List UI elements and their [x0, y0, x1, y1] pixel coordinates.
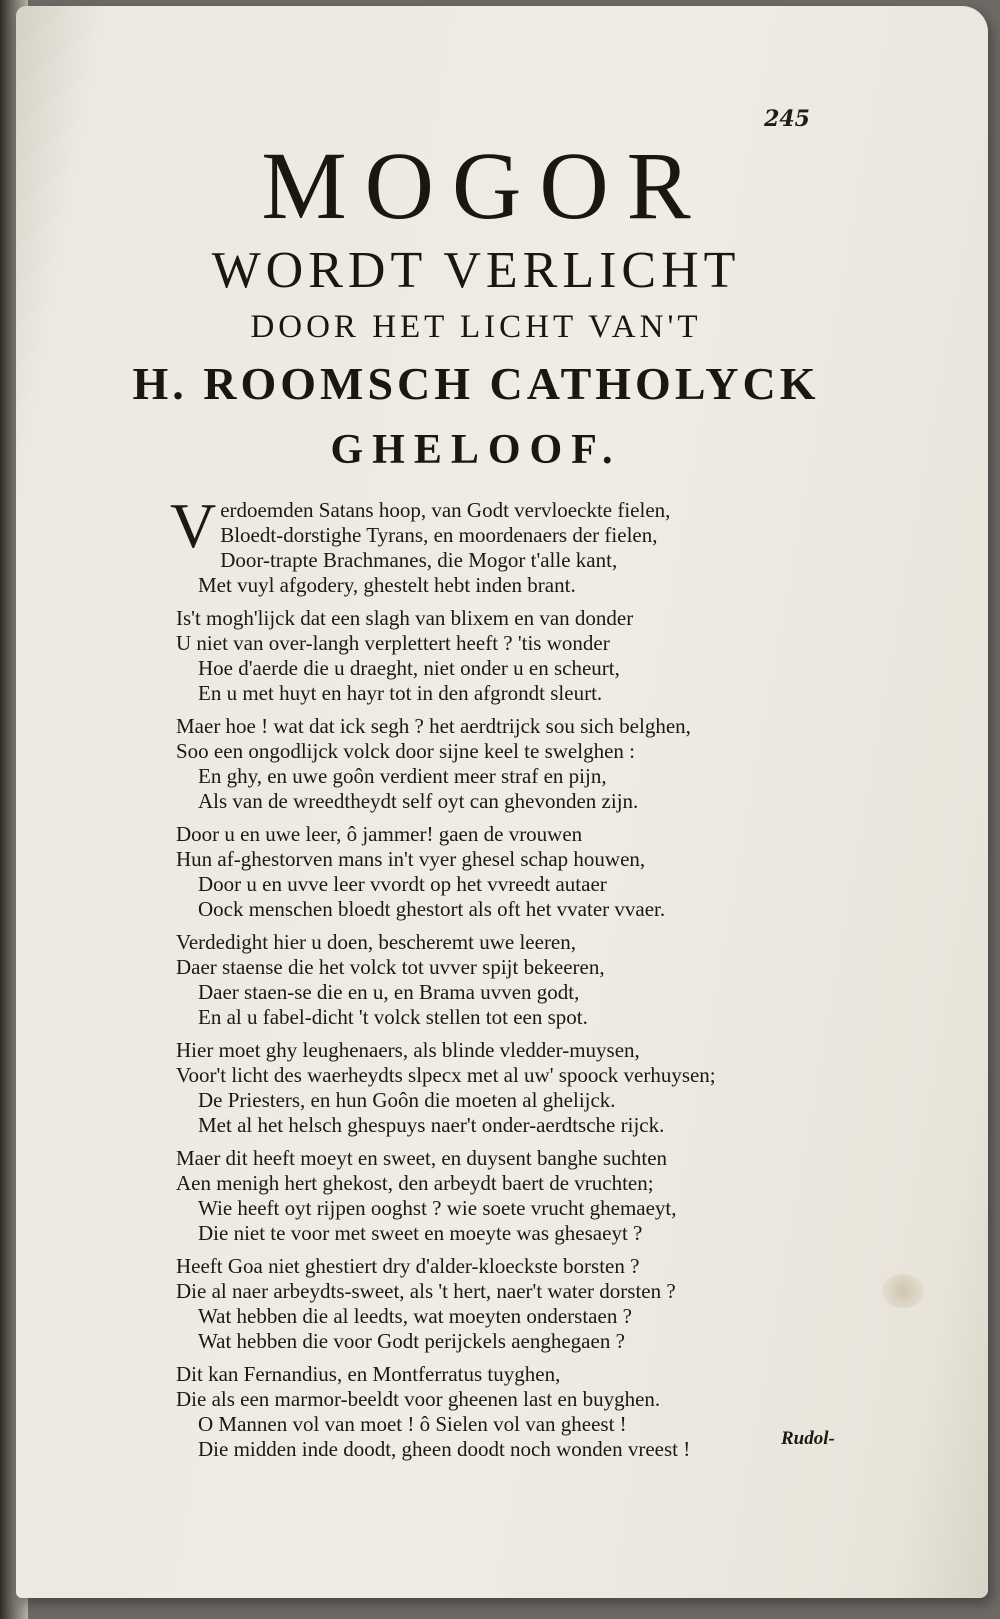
poem-line	[176, 980, 876, 1005]
book-page	[16, 6, 988, 1598]
poem-line-text: En al u fabel-dicht 't volck stellen tot een spot.	[198, 1005, 588, 1029]
drop-cap: V	[170, 490, 217, 561]
poem-line	[176, 631, 876, 656]
poem-line-text: Wat hebben die al leedts, wat moeyten onderstaen ?	[198, 1304, 632, 1328]
title-line-4: H. ROOMSCH CATHOLYCK	[132, 358, 820, 409]
title-line-2: WORDT VERLICHT	[211, 242, 741, 299]
poem-line	[176, 548, 876, 573]
poem-line-text: Maer dit heeft moeyt en sweet, en duysent banghe suchten	[176, 1146, 668, 1170]
poem-line-text: Hun af-ghestorven mans in't vyer ghesel schap houwen,	[176, 847, 646, 871]
poem-stanza	[176, 1362, 876, 1462]
poem-line	[176, 1221, 876, 1246]
poem-line	[176, 1113, 876, 1138]
poem-line	[176, 1146, 876, 1171]
poem-line	[176, 1005, 876, 1030]
poem-line-text: En ghy, en uwe goôn verdient meer straf en pijn,	[198, 764, 607, 788]
poem-line	[176, 739, 876, 764]
poem-line	[176, 1362, 876, 1387]
poem-line	[176, 1304, 876, 1329]
poem	[170, 490, 876, 1470]
poem-line	[176, 573, 876, 598]
poem-line-text: Als van de wreedtheydt self oyt can ghevonden zijn.	[198, 789, 639, 813]
catchword: Rudol-	[781, 1428, 835, 1449]
poem-line-text: Door u en uvve leer vvordt op het vvreedt autaer	[198, 872, 607, 896]
poem-line	[176, 523, 876, 548]
poem-line-text: Daer staense die het volck tot uvver spijt bekeeren,	[176, 955, 605, 979]
poem-line-text: Met vuyl afgodery, ghestelt hebt inden brant.	[198, 573, 576, 597]
poem-line-text: Soo een ongodlijck volck door sijne keel te swelghen :	[176, 739, 635, 763]
poem-line	[176, 822, 876, 847]
poem-line	[176, 1038, 876, 1063]
poem-stanza	[176, 606, 876, 706]
poem-line-text: Door u en uwe leer, ô jammer! gaen de vrouwen	[176, 822, 583, 846]
poem-line-text: Verdedight hier u doen, bescheremt uwe leeren,	[176, 930, 577, 954]
poem-line-text: U niet van over-langh verplettert heeft ? 'tis wonder	[176, 631, 610, 655]
poem-line-text: Daer staen-se die en u, en Brama uvven godt,	[198, 980, 580, 1004]
page-number: 245	[764, 106, 810, 132]
poem-line	[176, 930, 876, 955]
poem-line-text: Wie heeft oyt rijpen ooghst ? wie soete vrucht ghemaeyt,	[198, 1196, 677, 1220]
poem-stanza	[176, 1254, 876, 1354]
poem-line	[176, 1254, 876, 1279]
poem-line-text: En u met huyt en hayr tot in den afgrondt sleurt.	[198, 681, 603, 705]
poem-line-text: Oock menschen bloedt ghestort als oft het vvater vvaer.	[198, 897, 666, 921]
poem-line	[176, 1329, 876, 1354]
poem-line	[176, 1196, 876, 1221]
poem-line	[176, 681, 876, 706]
paper-stain	[882, 1274, 924, 1308]
poem-line-text: erdoemden Satans hoop, van Godt vervloeckte fielen,	[220, 498, 671, 522]
poem-line	[176, 897, 876, 922]
poem-line	[176, 1412, 876, 1437]
title-block	[126, 131, 826, 483]
poem-line-text: Die niet te voor met sweet en moeyte was ghesaeyt ?	[198, 1221, 643, 1245]
poem-line-text: Hier moet ghy leughenaers, als blinde vledder-muysen,	[176, 1038, 640, 1062]
poem-line-text: Bloedt-dorstighe Tyrans, en moordenaers der fielen,	[220, 523, 658, 547]
poem-line-text: Die als een marmor-beeldt voor gheenen last en buyghen.	[176, 1387, 661, 1411]
title-line-3: DOOR HET LICHT VAN'T	[250, 309, 702, 345]
poem-stanza	[176, 714, 876, 814]
poem-line	[176, 1437, 876, 1462]
poem-stanza	[176, 1146, 876, 1246]
poem-line-text: Die al naer arbeydts-sweet, als 't hert, naer't water dorsten ?	[176, 1279, 676, 1303]
poem-line	[176, 1171, 876, 1196]
poem-line-text: Heeft Goa niet ghestiert dry d'alder-kloeckste borsten ?	[176, 1254, 640, 1278]
poem-stanza	[170, 490, 876, 598]
poem-line-text: De Priesters, en hun Goôn die moeten al ghelijck.	[198, 1088, 616, 1112]
poem-line-text: Dit kan Fernandius, en Montferratus tuyghen,	[176, 1362, 561, 1386]
poem-line	[176, 847, 876, 872]
poem-line	[176, 1387, 876, 1412]
poem-line-text: Wat hebben die voor Godt perijckels aenghegaen ?	[198, 1329, 625, 1353]
poem-line-text: Voor't licht des waerheydts slpecx met al uw' spoock verhuysen;	[176, 1063, 716, 1087]
poem-line-text: O Mannen vol van moet ! ô Sielen vol van gheest !	[198, 1412, 627, 1436]
poem-line-text: Maer hoe ! wat dat ick segh ? het aerdtrijck sou sich belghen,	[176, 714, 691, 738]
poem-line-text: Hoe d'aerde die u draeght, niet onder u en scheurt,	[198, 656, 620, 680]
poem-line	[176, 955, 876, 980]
poem-line-text: Is't mogh'lijck dat een slagh van blixem en van donder	[176, 606, 634, 630]
poem-line	[176, 872, 876, 897]
poem-line	[176, 606, 876, 631]
title-line-5: GHELOOF.	[330, 427, 622, 473]
poem-line-text: Met al het helsch ghespuys naer't onder-aerdtsche rijck.	[198, 1113, 665, 1137]
poem-stanza	[176, 930, 876, 1030]
title-line-1: MOGOR	[261, 132, 709, 239]
poem-stanza	[176, 1038, 876, 1138]
poem-line-text: Aen menigh hert ghekost, den arbeydt baert de vruchten;	[176, 1171, 654, 1195]
poem-line	[176, 1088, 876, 1113]
poem-line	[176, 1063, 876, 1088]
poem-line	[176, 1279, 876, 1304]
poem-line	[176, 764, 876, 789]
poem-line-text: Door-trapte Brachmanes, die Mogor t'alle kant,	[220, 548, 618, 572]
poem-line-text: Die midden inde doodt, gheen doodt noch wonden vreest !	[198, 1437, 691, 1461]
poem-line	[176, 789, 876, 814]
poem-stanza	[176, 822, 876, 922]
poem-line	[176, 714, 876, 739]
poem-line	[176, 656, 876, 681]
